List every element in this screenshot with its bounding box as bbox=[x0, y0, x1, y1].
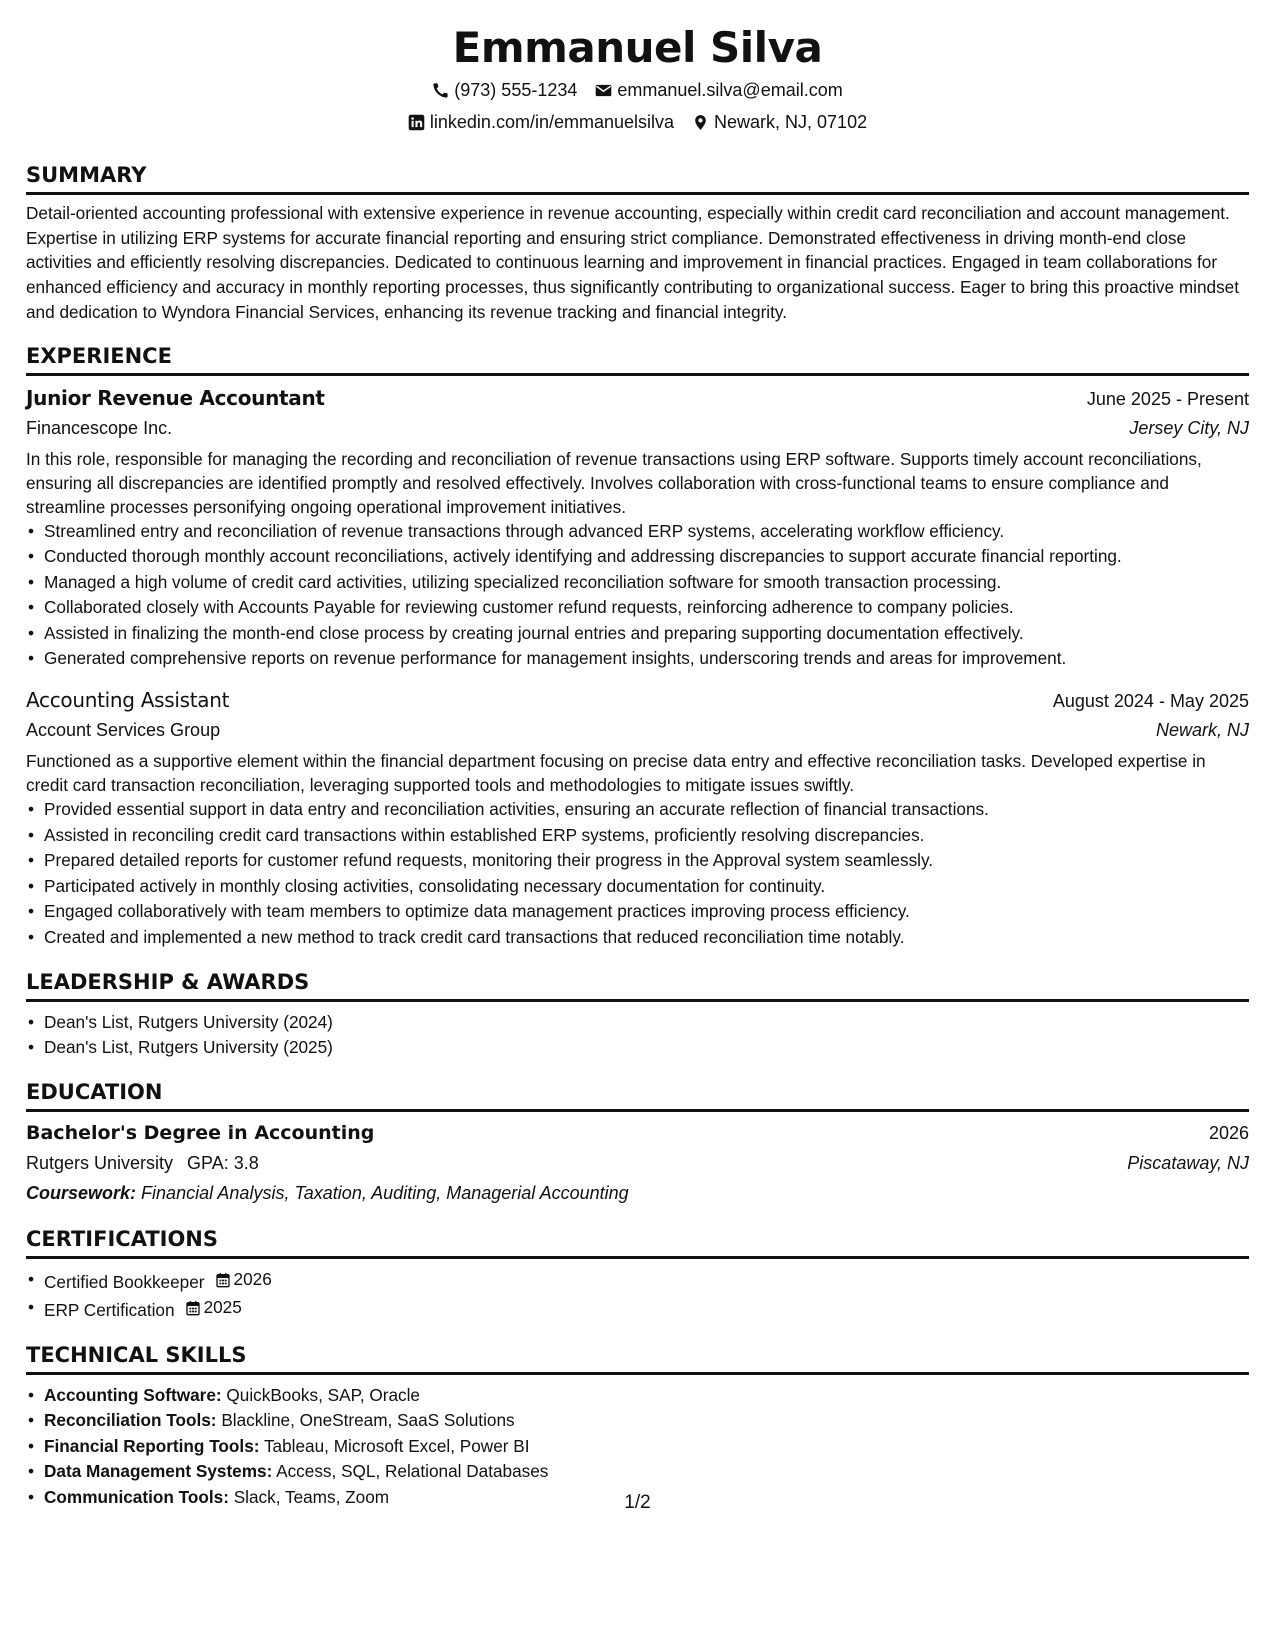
job-bullets bbox=[26, 797, 1249, 951]
cert-date bbox=[185, 1295, 242, 1321]
location-contact bbox=[692, 110, 867, 134]
skill-value: Blackline, OneStream, SaaS Solutions bbox=[221, 1410, 515, 1431]
email-contact[interactable] bbox=[595, 78, 842, 102]
job-title: Accounting Assistant bbox=[26, 688, 230, 713]
contact-row-1 bbox=[26, 78, 1249, 102]
skill-label: Accounting Software: bbox=[44, 1384, 222, 1405]
summary-section bbox=[26, 162, 1249, 325]
cert-name: Certified Bookkeeper bbox=[44, 1271, 205, 1292]
job-location: Jersey City, NJ bbox=[1129, 417, 1249, 438]
list-item: • Collaborated closely with Accounts Payable for reviewing customer refund requests, reinforcing adherence to company policies. bbox=[44, 595, 1249, 621]
awards-list bbox=[26, 1010, 1249, 1061]
phone-contact bbox=[432, 78, 577, 102]
calendar-icon bbox=[185, 1300, 201, 1316]
skill-label: Data Management Systems: bbox=[44, 1461, 273, 1482]
certifications-list bbox=[26, 1267, 1249, 1324]
skill-value: QuickBooks, SAP, Oracle bbox=[226, 1384, 420, 1405]
skill-value: Tableau, Microsoft Excel, Power BI bbox=[263, 1435, 530, 1456]
experience-section bbox=[26, 343, 1249, 951]
candidate-name: Emmanuel Silva bbox=[452, 23, 823, 72]
phone-icon bbox=[432, 82, 449, 99]
skill-value: Slack, Teams, Zoom bbox=[233, 1486, 390, 1507]
list-item: • Assisted in reconciling credit card transactions within established ERP systems, proficiently resolving discrepancies. bbox=[44, 823, 1249, 849]
section-title-certifications: CERTIFICATIONS bbox=[26, 1226, 1249, 1259]
list-item: • Engaged collaboratively with team members to optimize data management practices improving process efficiency. bbox=[44, 899, 1249, 925]
envelope-icon bbox=[595, 82, 612, 99]
cert-year: 2026 bbox=[233, 1268, 272, 1289]
gpa: GPA: 3.8 bbox=[187, 1152, 259, 1173]
coursework-text: Financial Analysis, Taxation, Auditing, Managerial Accounting bbox=[141, 1182, 629, 1203]
school-line bbox=[26, 1148, 259, 1178]
skill-label: Reconciliation Tools: bbox=[44, 1410, 217, 1431]
cert-date bbox=[215, 1267, 272, 1293]
list-item bbox=[44, 1408, 1249, 1434]
job-description: In this role, responsible for managing the recording and reconciliation of revenue transactions using ERP software. Supports timely account reconciliations, ensuring all discrepancies are identified promptly and resolved effectively. Involves collaboration with cross-functional teams to ensure compliance and streamline processes personifying ongoing operational improvement initiatives. bbox=[26, 448, 1202, 517]
page-number: 1/2 bbox=[624, 1492, 651, 1513]
section-title-summary: SUMMARY bbox=[26, 162, 1249, 195]
job-description: Functioned as a supportive element within the financial department focusing on precise data entry and effective reconciliation tasks. Developed expertise in credit card transaction reconciliation, leveraging supported tools and methodologies to mitigate issues swiftly. bbox=[26, 751, 1206, 796]
coursework-label: Coursework: bbox=[26, 1182, 137, 1203]
section-title-education: EDUCATION bbox=[26, 1079, 1249, 1112]
skills-section bbox=[26, 1342, 1249, 1511]
skill-label: Financial Reporting Tools: bbox=[44, 1435, 260, 1456]
company-name: Financescope Inc. bbox=[26, 417, 173, 438]
job-dates: June 2025 - Present bbox=[1086, 388, 1249, 409]
list-item bbox=[44, 1459, 1249, 1485]
map-pin-icon bbox=[692, 114, 709, 131]
skill-value: Access, SQL, Relational Databases bbox=[276, 1461, 549, 1482]
section-title-awards: LEADERSHIP & AWARDS bbox=[26, 969, 1249, 1002]
list-item: • Dean's List, Rutgers University (2024) bbox=[44, 1010, 1249, 1036]
job-dates: August 2024 - May 2025 bbox=[1052, 691, 1249, 712]
list-item bbox=[44, 1295, 1249, 1323]
section-title-experience: EXPERIENCE bbox=[26, 343, 1249, 376]
list-item: • Conducted thorough monthly account reconciliations, actively identifying and addressing discrepancies to support accurate financial reporting. bbox=[44, 544, 1249, 570]
location-text: Newark, NJ, 07102 bbox=[714, 112, 868, 132]
cert-year: 2025 bbox=[203, 1297, 242, 1318]
linkedin-text: linkedin.com/in/emmanuelsilva bbox=[429, 112, 675, 132]
list-item: • Streamlined entry and reconciliation of revenue transactions through advanced ERP systems, accelerating workflow efficiency. bbox=[44, 519, 1249, 545]
email-text: emmanuel.silva@email.com bbox=[617, 80, 843, 100]
coursework-line bbox=[26, 1178, 1249, 1208]
job-title: Junior Revenue Accountant bbox=[26, 385, 325, 410]
job-entry bbox=[26, 686, 1249, 951]
phone-text: (973) 555-1234 bbox=[454, 80, 578, 100]
skill-label: Communication Tools: bbox=[44, 1486, 229, 1507]
job-location: Newark, NJ bbox=[1155, 720, 1249, 741]
certifications-section bbox=[26, 1226, 1249, 1324]
school-location: Piscataway, NJ bbox=[1127, 1152, 1249, 1173]
list-item: • Provided essential support in data entry and reconciliation activities, ensuring an accurate reflection of financial transactions. bbox=[44, 797, 1249, 823]
list-item bbox=[44, 1267, 1249, 1295]
list-item: • Prepared detailed reports for customer refund requests, monitoring their progress in the Approval system seamlessly. bbox=[44, 848, 1249, 874]
graduation-year: 2026 bbox=[1208, 1122, 1249, 1143]
education-section bbox=[26, 1079, 1249, 1208]
list-item bbox=[44, 1434, 1249, 1460]
company-name: Account Services Group bbox=[26, 720, 221, 741]
summary-text: Detail-oriented accounting professional with extensive experience in revenue accounting, especially within credit card reconciliation and account management. Expertise in utilizing ERP systems for accurate financial reporting and ensuring strict compliance. Demonstrated effectiveness in driving month-end close activities and efficiently resolving discrepancies. Dedicated to continuous learning and improvement in financial practices. Engaged in team collaborations for enhanced efficiency and accuracy in monthly reporting processes, thus significantly contributing to organizational success. Eager to bring this proactive mindset and dedication to Wyndora Financial Services, enhancing its revenue tracking and financial integrity. bbox=[26, 203, 1240, 322]
job-bullets bbox=[26, 519, 1249, 673]
list-item: • Participated actively in monthly closing activities, consolidating necessary documentation for continuity. bbox=[44, 874, 1249, 900]
job-entry bbox=[26, 384, 1249, 673]
linkedin-icon bbox=[408, 114, 425, 131]
degree-title: Bachelor's Degree in Accounting bbox=[26, 1121, 375, 1144]
list-item: • Managed a high volume of credit card activities, utilizing specialized reconciliation software for smooth transaction processing. bbox=[44, 570, 1249, 596]
contact-row-2 bbox=[26, 110, 1249, 134]
section-title-skills: TECHNICAL SKILLS bbox=[26, 1342, 1249, 1375]
list-item: • Created and implemented a new method to track credit card transactions that reduced reconciliation time notably. bbox=[44, 925, 1249, 951]
list-item: • Dean's List, Rutgers University (2025) bbox=[44, 1035, 1249, 1061]
awards-section bbox=[26, 969, 1249, 1061]
list-item: • Assisted in finalizing the month-end close process by creating journal entries and preparing supporting documentation effectively. bbox=[44, 621, 1249, 647]
calendar-icon bbox=[215, 1272, 231, 1288]
list-item bbox=[44, 1383, 1249, 1409]
list-item: • Generated comprehensive reports on revenue performance for management insights, underscoring trends and areas for improvement. bbox=[44, 646, 1249, 672]
school-name: Rutgers University bbox=[26, 1152, 174, 1173]
cert-name: ERP Certification bbox=[44, 1300, 175, 1321]
linkedin-contact[interactable] bbox=[408, 110, 674, 134]
